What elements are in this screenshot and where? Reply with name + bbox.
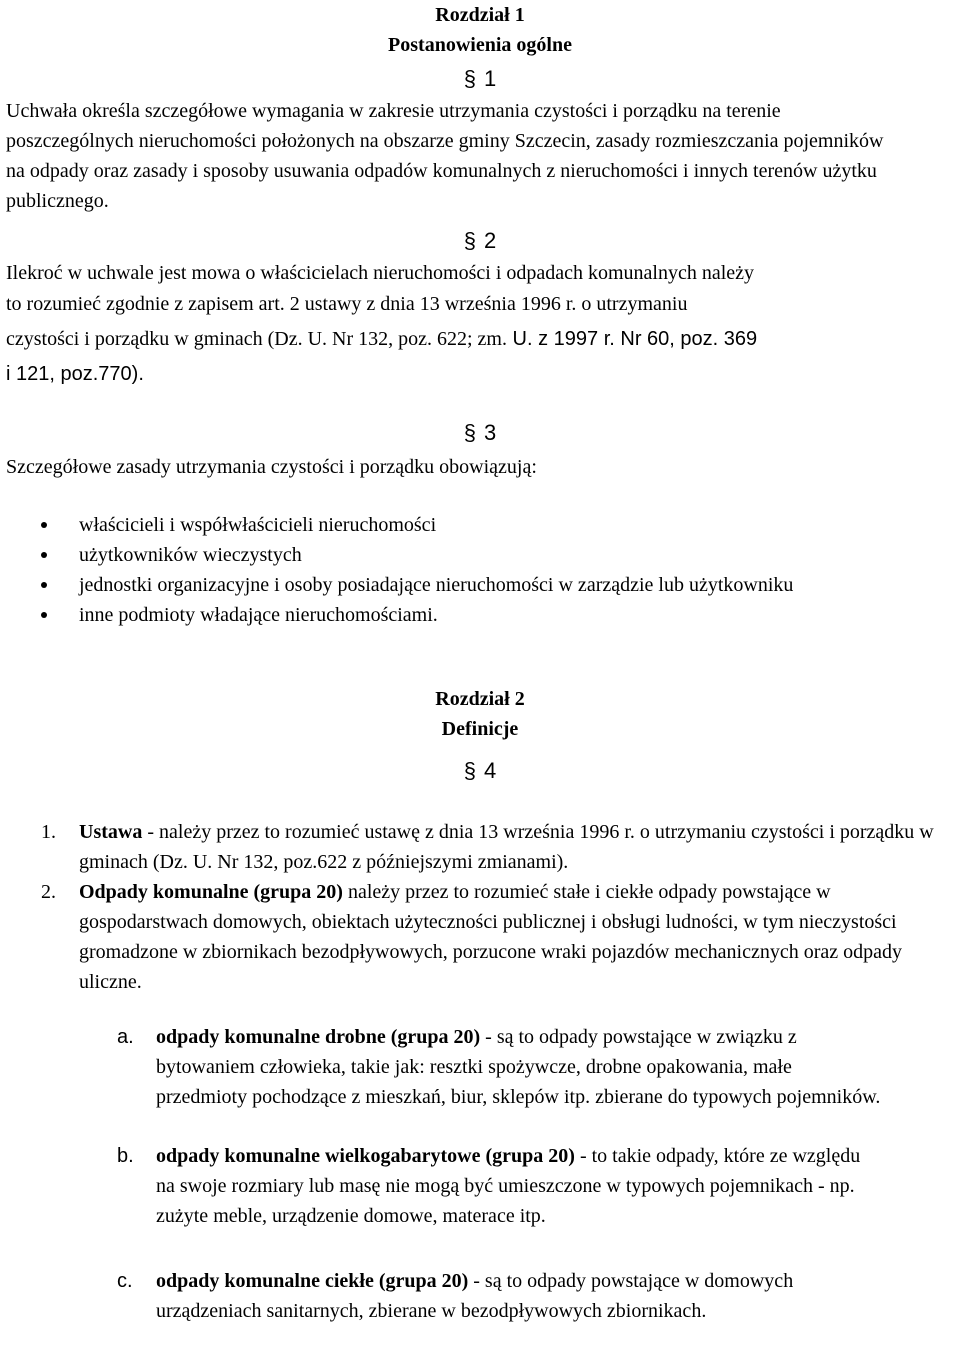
section-mark: § (463, 758, 476, 783)
list-item: właścicieli i współwłaścicieli nieruchomości (0, 510, 879, 540)
definition-term: odpady komunalne wielkogabarytowe (grupa 20) (156, 1145, 575, 1167)
chapter-1-heading (0, 0, 960, 60)
definition-text: - należy przez to rozumieć ustawę z dnia 13 września 1996 r. o utrzymaniu czystości i porządku w gminach (Dz. U. Nr 132, poz.622 z późniejszymi zmianami). (79, 821, 934, 873)
chapter-2-heading (0, 684, 960, 744)
list-item: jednostki organizacyjne i osoby posiadające nieruchomości w zarządzie lub użytkowniku (0, 570, 859, 600)
definition-term: odpady komunalne drobne (grupa 20) (156, 1026, 481, 1048)
section-2-line: i 121, poz.770). (6, 363, 144, 385)
chapter-2-title: Rozdział 2 (435, 688, 525, 710)
section-2-heading (0, 226, 960, 256)
definition-letter: b. (117, 1145, 134, 1167)
section-number: 2 (484, 228, 497, 253)
section-3-list (0, 510, 879, 630)
definition-letter: a. (117, 1026, 134, 1048)
section-number: 4 (484, 758, 497, 783)
definition-term: odpady komunalne ciekłe (grupa 20) (156, 1270, 469, 1292)
definition-number: 1. (41, 821, 56, 843)
chapter-1-subtitle: Postanowienia ogólne (388, 34, 572, 56)
chapter-1-title: Rozdział 1 (435, 4, 525, 26)
section-2-text (6, 258, 958, 390)
list-item: inne podmioty władające nieruchomościami. (0, 600, 879, 630)
definition-term: Odpady komunalne (grupa 20) (79, 881, 343, 903)
section-mark: § (463, 228, 476, 253)
section-number: 1 (484, 66, 497, 91)
definition-text: należy przez to rozumieć stałe i ciekłe odpady powstające w gospodarstwach domowych, obiektach użyteczności publicznej i obsługi ludności, w tym nieczystości gromadzone w zbiornikach bezodpływowych, porzucone wraki pojazdów mechanicznych oraz odpady uliczne. (79, 881, 903, 993)
section-3-heading (0, 418, 960, 448)
definition-letter: c. (117, 1270, 133, 1292)
section-4-heading (0, 756, 960, 786)
section-2-line: czystości i porządku w gminach (Dz. U. Nr 132, poz. 622; zm. U. z 1997 r. Nr 60, poz. 369 (6, 328, 758, 350)
definition-text: - są to odpady powstające w domowych urządzeniach sanitarnych, zbierane w bezodpływowych zbiornikach. (156, 1270, 794, 1322)
section-2-line: to rozumieć zgodnie z zapisem art. 2 ustawy z dnia 13 września 1996 r. o utrzymaniu (6, 293, 688, 315)
section-3-intro: Szczegółowe zasady utrzymania czystości i porządku obowiązują: (6, 456, 537, 478)
section-mark: § (463, 420, 476, 445)
section-2-line: Ilekroć w uchwale jest mowa o właścicielach nieruchomości i odpadach komunalnych należy (6, 262, 755, 284)
definition-text: - są to odpady powstające w związku z bytowaniem człowieka, takie jak: resztki spożywcze, drobne opakowania, małe przedmioty pochodzące z mieszkań, biur, sklepów itp. zbierane do typowych pojemników. (156, 1026, 881, 1108)
definition-term: Ustawa (79, 821, 143, 843)
section-mark: § (463, 66, 476, 91)
definition-text: - to takie odpady, które ze względu na swoje rozmiary lub masę nie mogą być umieszczone w typowych pojemnikach - np. zużyte meble, urządzenie domowe, materace itp. (156, 1145, 861, 1227)
section-number: 3 (484, 420, 497, 445)
section-1-heading (0, 64, 960, 94)
list-item: użytkowników wieczystych (0, 540, 879, 570)
section-1-text: Uchwała określa szczegółowe wymagania w zakresie utrzymania czystości i porządku na terenie poszczególnych nieruchomości położonych na obszarze gminy Szczecin, zasady rozmieszczania pojemników na odpady oraz zasady i sposoby usuwania odpadów komunalnych z nieruchomości i innych terenów użytku publicznego. (6, 100, 884, 212)
definition-number: 2. (41, 881, 56, 903)
chapter-2-subtitle: Definicje (441, 718, 519, 740)
